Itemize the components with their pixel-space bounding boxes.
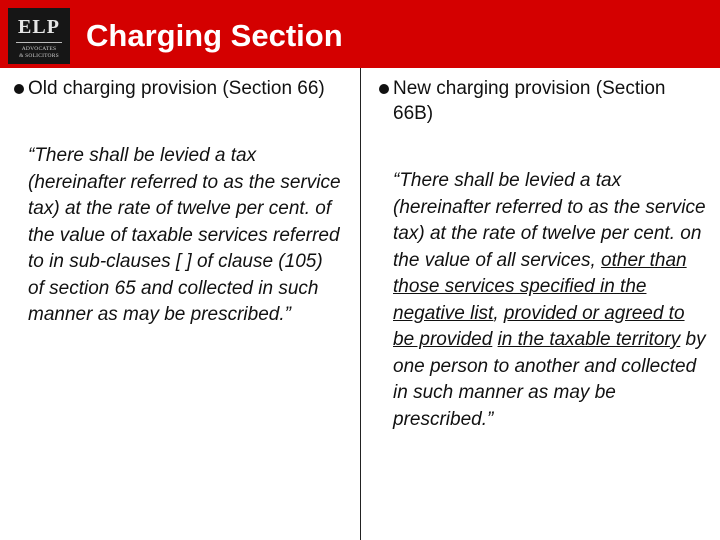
page-title: Charging Section: [86, 18, 343, 53]
quote-segment-underlined: other than those services specified in the negative list: [393, 249, 687, 324]
new-provision-heading: [379, 76, 707, 126]
logo-mark: ELP: [18, 16, 60, 38]
quote-segment-underlined: provided or agreed to be provided: [393, 302, 685, 350]
new-provision-heading-text: New charging provision (Section 66B): [393, 78, 666, 124]
quote-segment: “There shall be levied a tax (hereinafter referred to as the service tax) at the rate of twelve per cent. on the value of all services,: [393, 170, 706, 271]
quote-segment: by one person to another and collected in such manner as may be prescribed.”: [393, 329, 706, 430]
bullet-icon: [14, 84, 24, 94]
logo-subtitle-2: & SOLICITORS: [19, 53, 59, 59]
column-divider: [360, 68, 361, 540]
new-provision-column: [379, 76, 707, 433]
new-provision-quote: [379, 168, 707, 433]
header-bar: [0, 0, 720, 68]
bullet-icon: [379, 84, 389, 94]
old-provision-column: [14, 76, 342, 329]
logo-divider: [16, 42, 62, 43]
old-provision-quote: “There shall be levied a tax (hereinafter referred to as the service tax) at the rate of twelve per cent. of the value of taxable services referred to in sub-clauses [ ] of clause (105) of section 65 and collected in such manner as may be prescribed.”: [28, 145, 341, 325]
quote-segment: ,: [493, 302, 504, 324]
elp-logo: [8, 8, 70, 64]
old-provision-heading-text: Old charging provision (Section 66): [28, 78, 325, 99]
old-provision-heading: [14, 76, 342, 101]
logo-subtitle-1: ADVOCATES: [21, 46, 57, 52]
quote-segment-underlined: in the taxable territory: [497, 329, 681, 350]
